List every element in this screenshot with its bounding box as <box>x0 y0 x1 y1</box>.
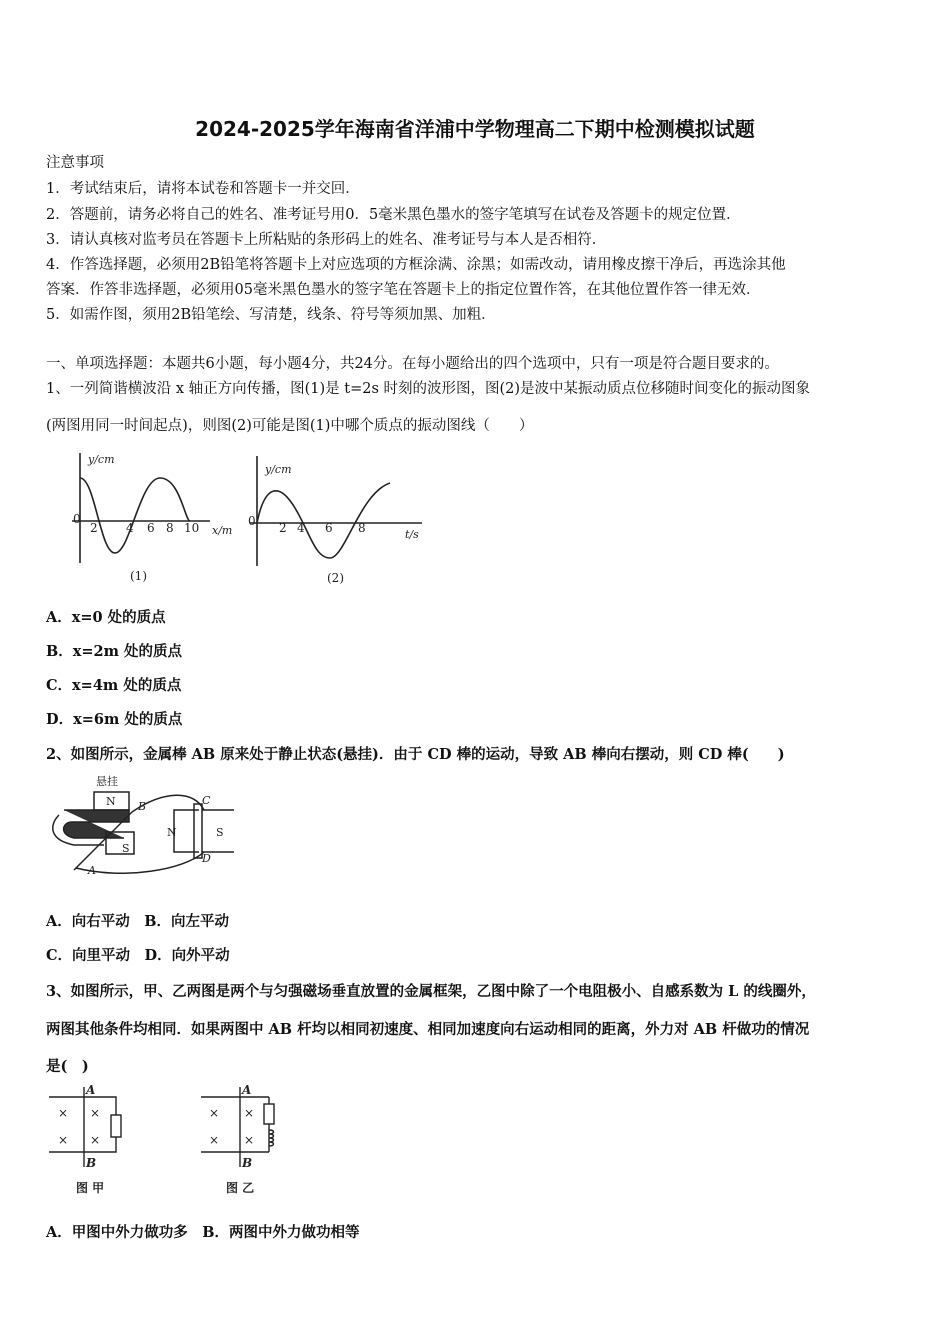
q3-cross: × <box>58 1133 69 1147</box>
q2-label-c: C <box>202 794 211 807</box>
q3-cross: × <box>90 1133 101 1147</box>
q3-label-b: B <box>86 1156 97 1170</box>
q2-n1: N <box>106 795 116 808</box>
q3-label-a: A <box>86 1083 96 1097</box>
q2-n2: N <box>167 826 177 839</box>
q1-stem: (两图用同一时间起点)，则图(2)可能是图(1)中哪个质点的振动图线（ ） <box>46 418 534 434</box>
fig1-ylabel: y/cm <box>88 453 115 466</box>
q3-options-row1[interactable]: A．甲图中外力做功多 B．两图中外力做功相等 <box>46 1224 360 1241</box>
q3-cross: × <box>90 1106 101 1120</box>
notice-heading: 注意事项 <box>46 155 104 171</box>
q2-label-a: A <box>88 864 96 877</box>
q3-stem: 是( ) <box>46 1058 89 1075</box>
fig1-tick: 2 <box>90 521 98 535</box>
q2-options-row1[interactable]: A．向右平动 B．向左平动 <box>46 913 230 930</box>
fig1-tick: 4 <box>126 521 134 535</box>
wave-curve-2 <box>257 483 390 558</box>
fig2-xlabel: t/s <box>405 528 419 541</box>
q3-cross: × <box>244 1133 255 1147</box>
fig2-caption: (2) <box>327 571 344 585</box>
q1-option-d[interactable]: D．x=6m 处的质点 <box>46 711 183 728</box>
fig2-tick: 2 <box>279 521 287 535</box>
q3-cross: × <box>244 1106 255 1120</box>
notice-item: 答案．作答非选择题，必须用05毫米黑色墨水的签字笔在答题卡上的指定位置作答，在其他位置作答一律无效． <box>46 282 761 298</box>
q1-option-b[interactable]: B．x=2m 处的质点 <box>46 643 183 660</box>
q3-cross: × <box>209 1106 220 1120</box>
q2-figure <box>44 770 244 880</box>
q2-label-d: D <box>202 852 211 865</box>
notice-item: 3．请认真核对监考员在答题卡上所粘贴的条形码上的姓名、准考证号与本人是否相符． <box>46 232 607 248</box>
q2-options-row2[interactable]: C．向里平动 D．向外平动 <box>46 947 230 964</box>
q3-caption-jia: 图 甲 <box>76 1181 105 1195</box>
notice-item: 2．答题前，请务必将自己的姓名、准考证号用0．5毫米黑色墨水的签字笔填写在试卷及答题卡的规定位置． <box>46 207 741 223</box>
notice-item: 4．作答选择题，必须用2B铅笔将答题卡上对应选项的方框涂满、涂黑；如需改动，请用橡皮擦干净后，再选涂其他 <box>46 257 786 273</box>
section-heading: 一、单项选择题：本题共6小题，每小题4分，共24分。在每小题给出的四个选项中，只有一项是符合题目要求的。 <box>46 356 779 372</box>
fig1-xlabel: x/m <box>212 524 233 537</box>
wave-curve-1 <box>80 478 190 553</box>
fig1-tick: 6 <box>147 521 155 535</box>
q2-s1: S <box>122 842 130 855</box>
q1-option-a[interactable]: A．x=0 处的质点 <box>46 609 166 626</box>
fig1-caption: (1) <box>130 569 147 583</box>
fig2-origin: 0 <box>248 514 256 528</box>
q3-figures <box>44 1082 294 1197</box>
page-title: 2024-2025学年海南省洋浦中学物理高二下期中检测模拟试题 <box>195 117 755 141</box>
q3-caption-yi: 图 乙 <box>226 1181 255 1195</box>
fig2-tick: 4 <box>297 521 305 535</box>
q3-stem: 3、如图所示，甲、乙两图是两个与匀强磁场垂直放置的金属框架，乙图中除了一个电阻极小、自感系数为 L 的线圈外， <box>46 983 816 1000</box>
fig1-origin: 0 <box>73 512 81 526</box>
fig1-tick: 8 <box>166 521 174 535</box>
q1-wave-figures <box>60 448 440 588</box>
notice-item: 1．考试结束后，请将本试卷和答题卡一并交回． <box>46 181 360 197</box>
fig2-ylabel: y/cm <box>265 463 292 476</box>
q2-s2: S <box>216 826 224 839</box>
q3-stem: 两图其他条件均相同．如果两图中 AB 杆均以相同初速度、相同加速度向右运动相同的距离，外力对 AB 杆做功的情况 <box>46 1021 810 1038</box>
fig1-tick: 10 <box>184 521 200 535</box>
notice-item: 5．如需作图，须用2B铅笔绘、写清楚，线条、符号等须加黑、加粗． <box>46 307 496 323</box>
q2-stem: 2、如图所示，金属棒 AB 原来处于静止状态(悬挂)．由于 CD 棒的运动，导致 AB 棒向右摆动，则 CD 棒( ) <box>46 746 785 763</box>
q3-cross: × <box>58 1106 69 1120</box>
q1-stem: 1、一列简谐横波沿 x 轴正方向传播，图(1)是 t=2s 时刻的波形图，图(2)是波中某振动质点位移随时间变化的振动图象 <box>46 381 811 397</box>
q2-label-b: B <box>138 800 147 813</box>
q2-hang-label: 悬挂 <box>96 775 118 788</box>
fig2-tick: 6 <box>325 521 333 535</box>
q1-option-c[interactable]: C．x=4m 处的质点 <box>46 677 182 694</box>
q3-label-a: A <box>242 1083 252 1097</box>
fig2-tick: 8 <box>358 521 366 535</box>
q3-cross: × <box>209 1133 220 1147</box>
q3-label-b: B <box>242 1156 253 1170</box>
